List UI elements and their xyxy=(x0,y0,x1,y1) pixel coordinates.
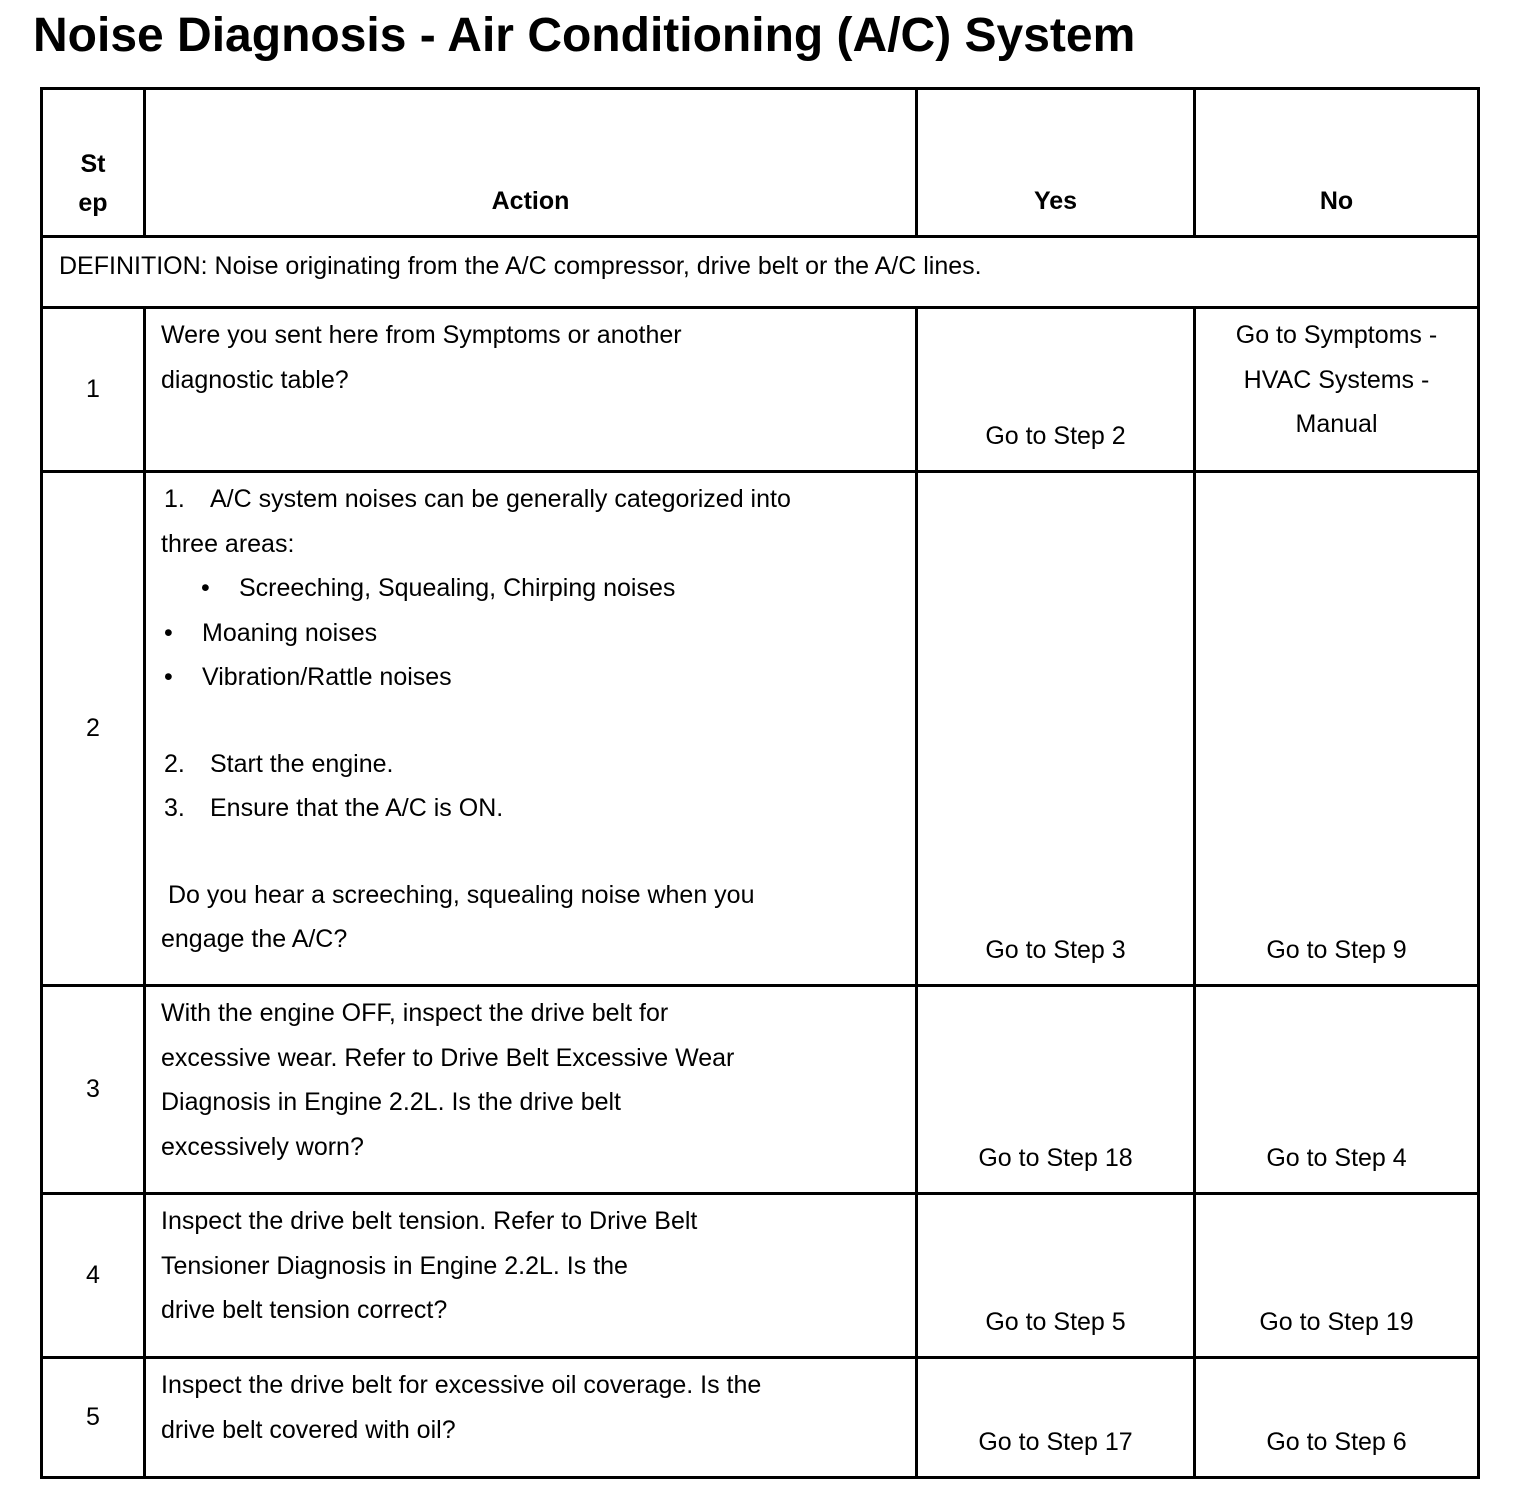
table-row xyxy=(42,472,1479,986)
action-cell xyxy=(145,472,917,986)
header-action: Action xyxy=(145,89,917,237)
numbered-item xyxy=(161,477,907,522)
item-text: Start the engine. xyxy=(210,749,394,778)
step-number: 2 xyxy=(42,472,145,986)
definition-row xyxy=(42,237,1479,308)
header-step xyxy=(42,89,145,237)
page-title: Noise Diagnosis - Air Conditioning (A/C) System xyxy=(33,9,1136,62)
item-number: 2. xyxy=(164,749,185,778)
no-cell xyxy=(1195,308,1479,472)
numbered-item xyxy=(161,786,907,831)
bullet-text: Screeching, Squealing, Chirping noises xyxy=(239,574,676,602)
yes-cell: Go to Step 3 xyxy=(917,472,1195,986)
item-text: Ensure that the A/C is ON. xyxy=(210,794,504,822)
question-line: engage the A/C? xyxy=(161,925,348,953)
no-line: Go to Symptoms - xyxy=(1235,321,1438,349)
action-cell xyxy=(145,308,917,472)
question-line: Do you hear a screeching, squealing noise when you xyxy=(168,880,755,909)
yes-cell: Go to Step 5 xyxy=(917,1194,1195,1358)
header-no: No xyxy=(1195,89,1479,237)
definition-text: DEFINITION: Noise originating from the A/C compressor, drive belt or the A/C lines. xyxy=(42,237,1479,308)
item-number: 1. xyxy=(164,485,185,513)
action-line: Tensioner Diagnosis in Engine 2.2L. Is the xyxy=(161,1251,628,1280)
action-cell xyxy=(145,986,917,1194)
table-row xyxy=(42,308,1479,472)
item-text: A/C system noises can be generally categorized into xyxy=(210,485,791,513)
action-line: Were you sent here from Symptoms or another xyxy=(161,321,682,349)
bullet-text: Moaning noises xyxy=(202,618,378,647)
table-row xyxy=(42,1194,1479,1358)
no-line: HVAC Systems - xyxy=(1243,365,1430,394)
header-step-line1: St xyxy=(80,150,106,178)
bullet-item xyxy=(161,655,907,700)
action-line: excessively worn? xyxy=(161,1132,364,1161)
action-line: Inspect the drive belt tension. Refer to Drive Belt xyxy=(161,1207,698,1235)
action-line: With the engine OFF, inspect the drive belt for xyxy=(161,999,669,1027)
bullet-glyph: • xyxy=(164,618,173,647)
header-yes: Yes xyxy=(917,89,1195,237)
table-row xyxy=(42,1358,1479,1478)
action-line: three areas: xyxy=(161,529,295,558)
bullet-glyph: • xyxy=(201,574,210,602)
numbered-item xyxy=(161,742,907,787)
action-line: diagnostic table? xyxy=(161,365,349,394)
bullet-item xyxy=(161,611,907,656)
table-row xyxy=(42,986,1479,1194)
action-cell xyxy=(145,1358,917,1478)
action-line: drive belt tension correct? xyxy=(161,1296,448,1324)
step-number: 1 xyxy=(42,308,145,472)
action-cell xyxy=(145,1194,917,1358)
action-line: excessive wear. Refer to Drive Belt Excessive Wear xyxy=(161,1043,735,1072)
yes-cell: Go to Step 17 xyxy=(917,1358,1195,1478)
step-number: 5 xyxy=(42,1358,145,1478)
bullet-glyph: • xyxy=(164,663,173,691)
no-cell: Go to Step 6 xyxy=(1195,1358,1479,1478)
spacer xyxy=(161,831,907,873)
item-number: 3. xyxy=(164,794,185,822)
step-number: 3 xyxy=(42,986,145,1194)
step-number: 4 xyxy=(42,1194,145,1358)
yes-cell: Go to Step 2 xyxy=(917,308,1195,472)
no-line: Manual xyxy=(1295,410,1378,438)
yes-cell: Go to Step 18 xyxy=(917,986,1195,1194)
header-step-line2: ep xyxy=(78,189,108,217)
action-line: drive belt covered with oil? xyxy=(161,1415,456,1444)
no-cell: Go to Step 19 xyxy=(1195,1194,1479,1358)
bullet-text: Vibration/Rattle noises xyxy=(202,663,452,691)
header-row xyxy=(42,89,1479,237)
action-line: Inspect the drive belt for excessive oil coverage. Is the xyxy=(161,1371,762,1399)
diagnosis-table xyxy=(40,87,1480,1479)
action-line: Diagnosis in Engine 2.2L. Is the drive belt xyxy=(161,1088,621,1116)
spacer xyxy=(161,700,907,742)
no-cell: Go to Step 4 xyxy=(1195,986,1479,1194)
no-cell: Go to Step 9 xyxy=(1195,472,1479,986)
bullet-item xyxy=(161,566,907,611)
